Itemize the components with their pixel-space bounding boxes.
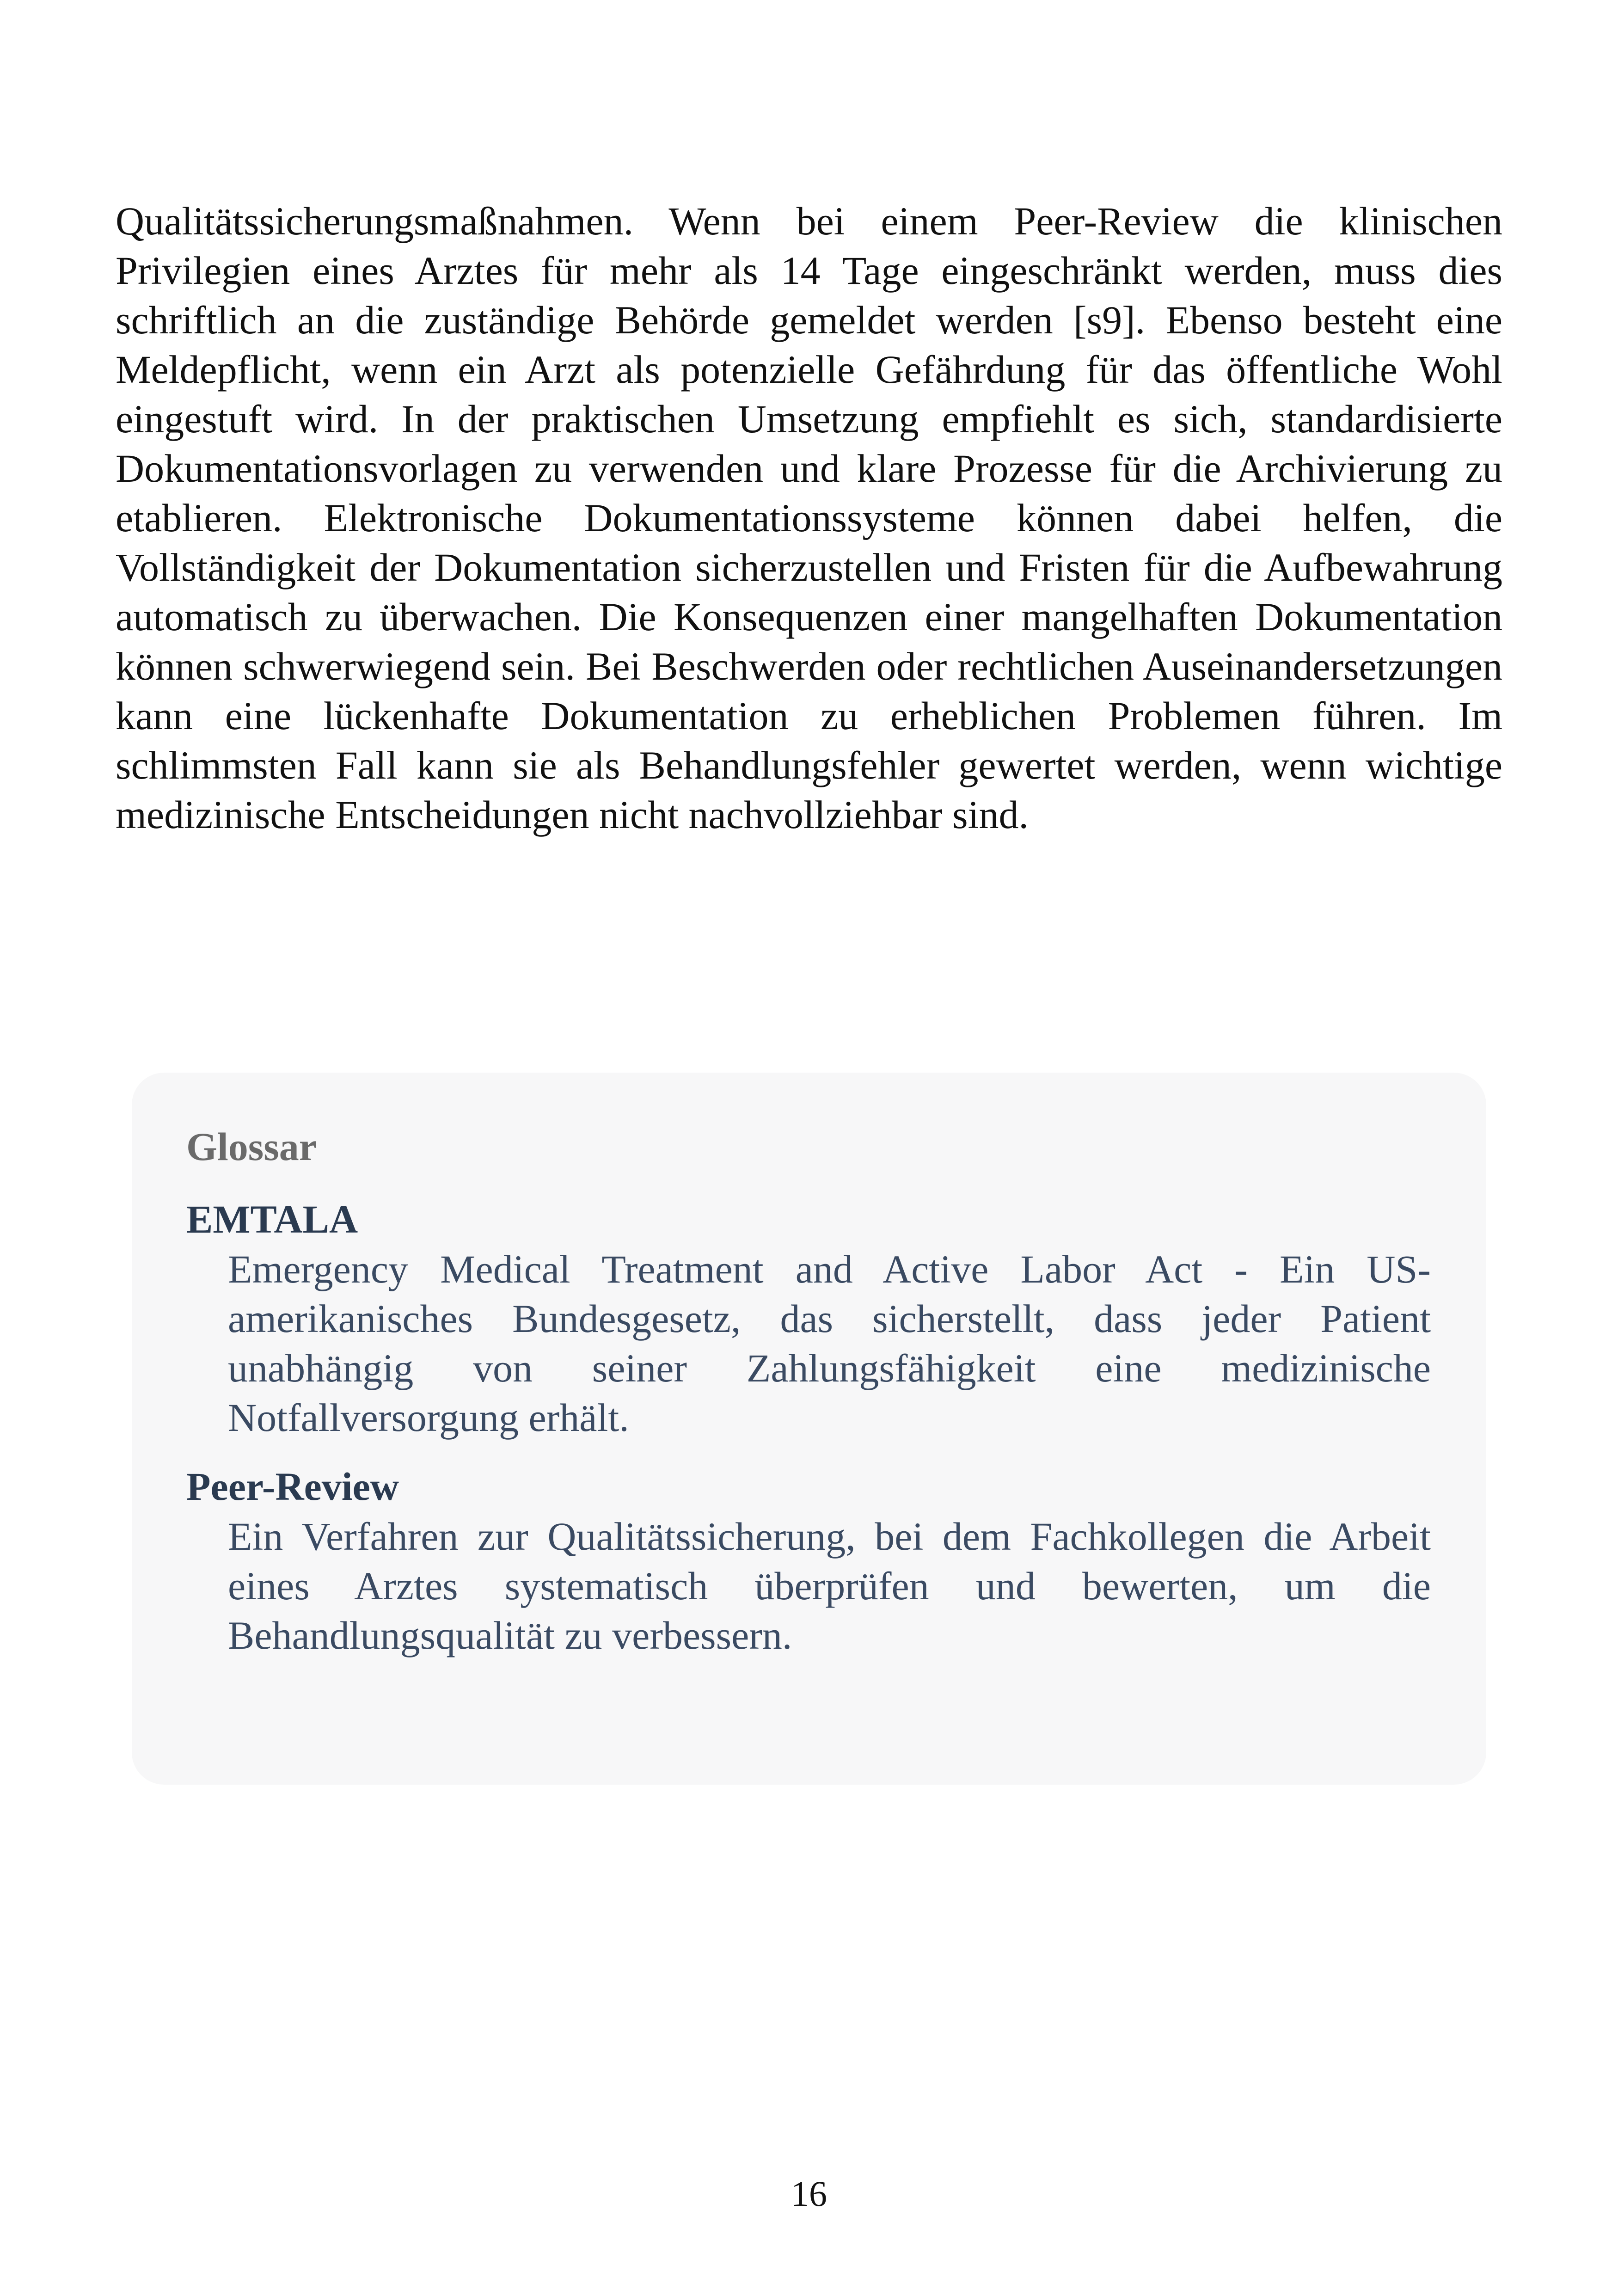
glossary-definition: Ein Verfahren zur Qualitätssicherung, bei dem Fachkollegen die Arbeit eines Arztes systematisch überprüfen und bewerten, um die Behandlungsqualität zu verbessern. [228, 1514, 1431, 1658]
page-number: 16 [791, 2173, 827, 2214]
glossary-entry-emtala [186, 1194, 1431, 1443]
glossary-term: EMTALA [186, 1197, 358, 1241]
glossary-definition: Emergency Medical Treatment and Active Labor Act - Ein US-amerikanisches Bundesgesetz, das sicherstellt, dass jeder Patient unabhängig von seiner Zahlungsfähigkeit eine medizinische Notfallversorgung erhält. [228, 1247, 1431, 1440]
glossary-term: Peer-Review [186, 1464, 399, 1509]
glossary-box [132, 1073, 1486, 1785]
glossary-entry-peer-review [186, 1461, 1431, 1660]
glossary-title: Glossar [186, 1124, 317, 1169]
body-paragraph: Qualitätssicherungsmaßnahmen. Wenn bei einem Peer-Review die klinischen Privilegien eines Arztes für mehr als 14 Tage eingeschränkt werden, muss dies schriftlich an die zuständige Behörde gemeldet werden [s9]. Ebenso besteht eine Meldepflicht, wenn ein Arzt als potenzielle Gefährdung für das öffentliche Wohl eingestuft wird. In der praktischen Umsetzung empfiehlt es sich, standardisierte Dokumentationsvorlagen zu verwenden und klare Prozesse für die Archivierung zu etablieren. Elektronische Dokumentationssysteme können dabei helfen, die Vollständigkeit der Dokumentation sicherzustellen und Fristen für die Aufbewahrung automatisch zu überwachen. Die Konsequenzen einer mangelhaften Dokumentation können schwerwiegend sein. Bei Beschwerden oder rechtlichen Auseinandersetzungen kann eine lückenhafte Dokumentation zu erheblichen Problemen führen. Im schlimmsten Fall kann sie als Behandlungsfehler gewertet werden, wenn wichtige medizinische Entscheidungen nicht nachvollziehbar sind. [116, 199, 1502, 837]
